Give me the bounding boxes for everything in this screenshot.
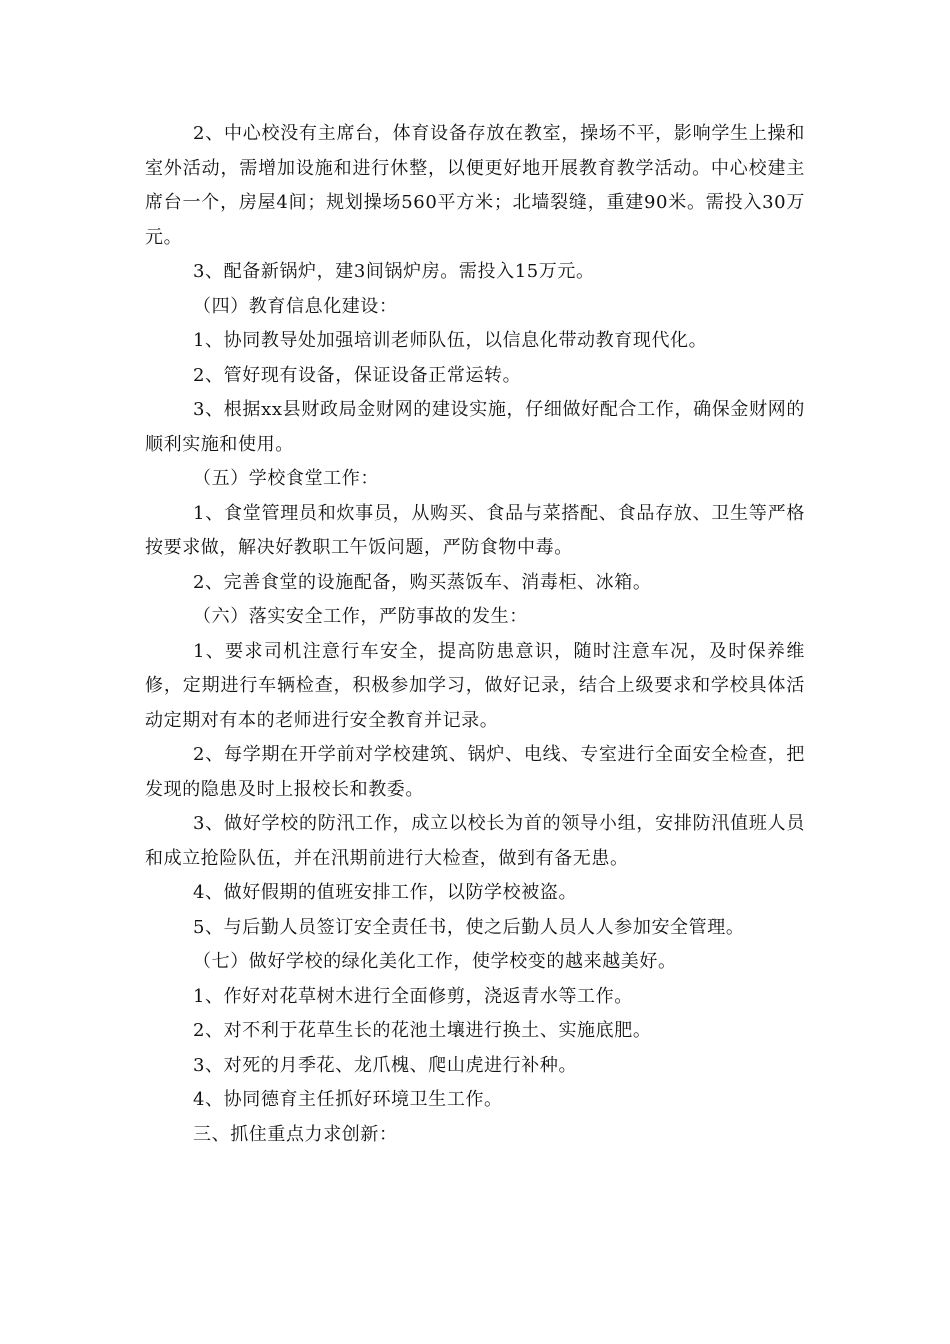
section-heading-innovation: 三、抓住重点力求创新： <box>193 1123 398 1145</box>
paragraph-boiler: 3、配备新锅炉，建3间锅炉房。需投入15万元。 <box>193 261 595 282</box>
paragraph-soil: 2、对不利于花草生长的花池土壤进行换土、实施底肥。 <box>193 1020 652 1041</box>
paragraph-teacher-training: 1、协同教导处加强培训老师队伍，以信息化带动教育现代化。 <box>193 330 708 351</box>
paragraph-equipment: 2、管好现有设备，保证设备正常运转。 <box>193 364 522 386</box>
paragraph-logistics-safety: 5、与后勤人员签订安全责任书，使之后勤人员人人参加安全管理。 <box>193 916 745 938</box>
paragraph-classroom-facilities: 2、中心校没有主席台，体育设备存放在教室，操场不平，影响学生上操和室外活动，需增加设施和进行休整，以便更好地开展教育教学活动。中心校建主席台一个，房屋4间；规划操场560平方米；北墙裂缝，重建90米。需投入30万元。 <box>145 123 805 248</box>
paragraph-holiday-duty: 4、做好假期的值班安排工作，以防学校被盗。 <box>193 882 578 903</box>
paragraph-finance-network: 3、根据xx县财政局金财网的建设实施，仔细做好配合工作，确保金财网的顺利实施和使用。 <box>145 399 805 455</box>
section-heading-safety: （六）落实安全工作，严防事故的发生： <box>193 606 528 627</box>
paragraph-safety-inspection: 2、每学期在开学前对学校建筑、锅炉、电线、专室进行全面安全检查，把发现的隐患及时上报校长和教委。 <box>145 744 805 800</box>
paragraph-flood-prevention: 3、做好学校的防汛工作，成立以校长为首的领导小组，安排防汛值班人员和成立抢险队伍，并在汛期前进行大检查，做到有备无患。 <box>145 813 805 869</box>
paragraph-replanting: 3、对死的月季花、龙爪槐、爬山虎进行补种。 <box>193 1054 578 1076</box>
paragraph-pruning: 1、作好对花草树木进行全面修剪，浇返青水等工作。 <box>193 985 633 1007</box>
section-heading-canteen: （五）学校食堂工作： <box>193 468 379 489</box>
paragraph-canteen-staff: 1、食堂管理员和炊事员，从购买、食品与菜搭配、食品存放、卫生等严格按要求做，解决好教职工午饭问题，严防食物中毒。 <box>145 502 805 558</box>
section-heading-greening: （七）做好学校的绿化美化工作，使学校变的越来越美好。 <box>193 951 677 972</box>
document-page <box>145 117 805 1152</box>
paragraph-canteen-equipment: 2、完善食堂的设施配备，购买蒸饭车、消毒柜、冰箱。 <box>193 571 652 593</box>
paragraph-driver-safety: 1、要求司机注意行车安全，提高防患意识，随时注意车况，及时保养维修，定期进行车辆检查，积极参加学习，做好记录，结合上级要求和学校具体活动定期对有本的老师进行安全教育并记录。 <box>145 640 805 731</box>
section-heading-informatization: （四）教育信息化建设： <box>193 295 398 317</box>
paragraph-sanitation: 4、协同德育主任抓好环境卫生工作。 <box>193 1089 503 1110</box>
